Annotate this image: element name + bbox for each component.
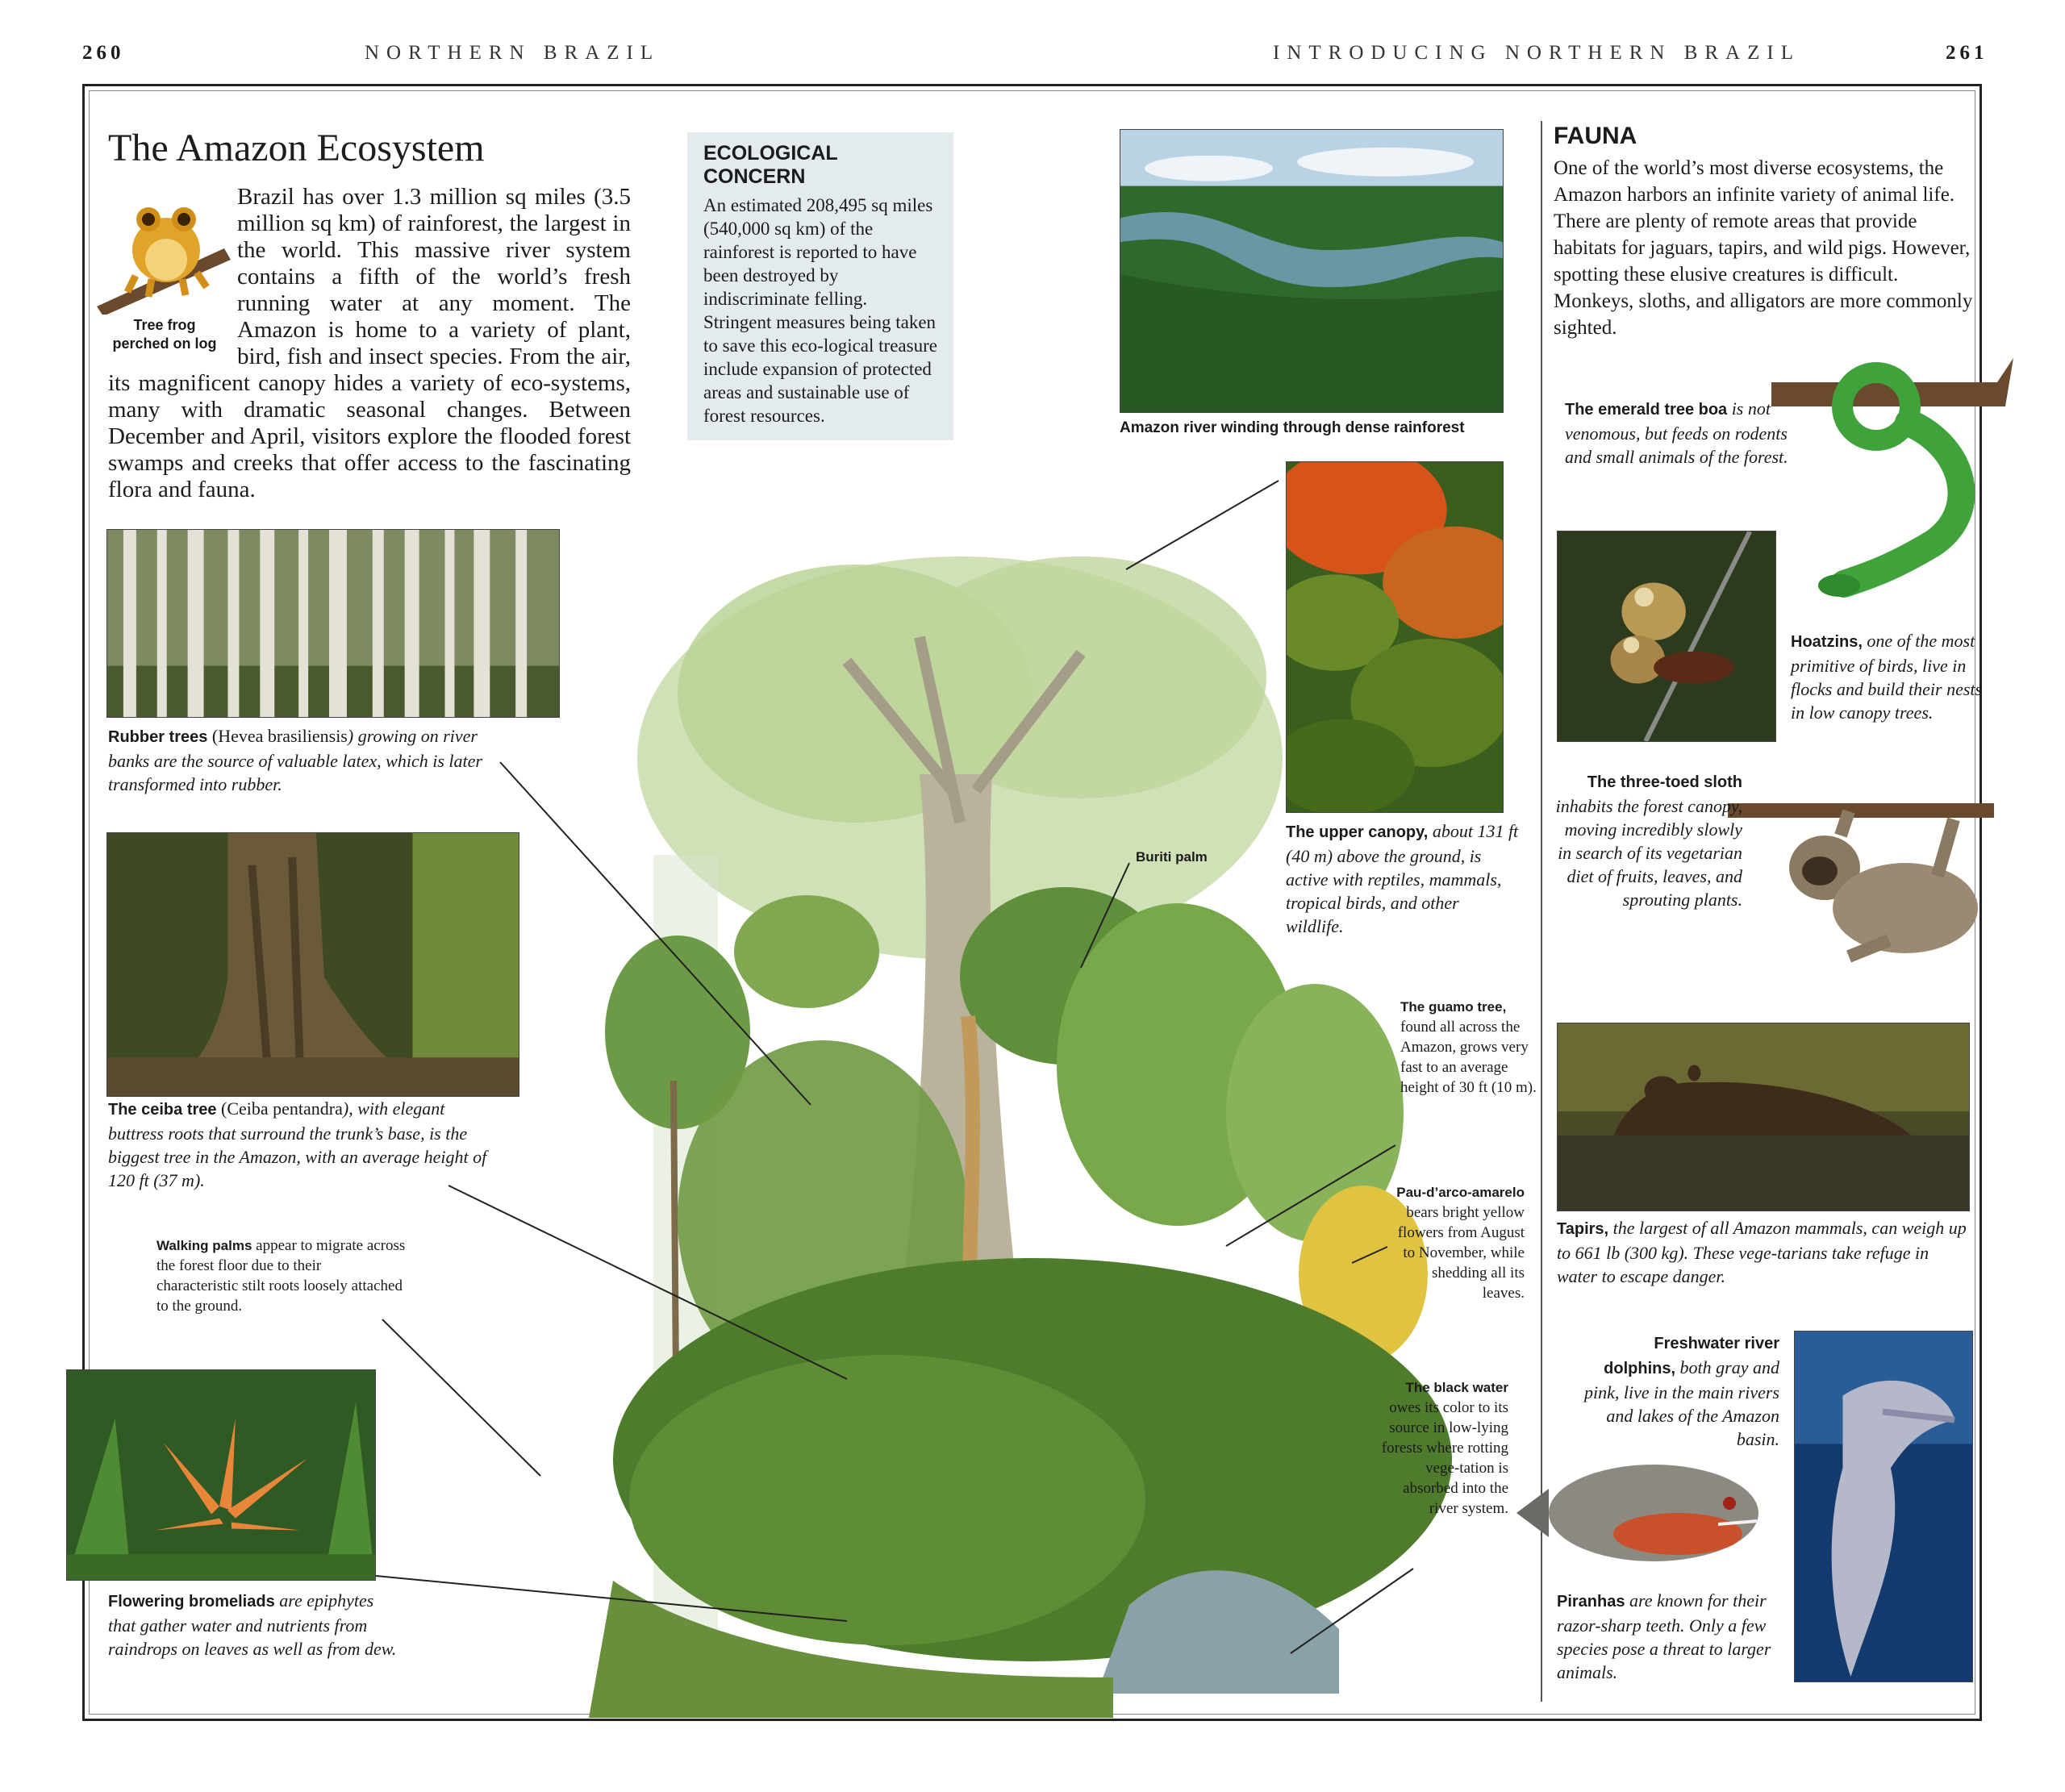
upper-canopy-rest: about 131 ft (40 m) above the ground, is active with reptiles, mammals, tropical birds, and other wildlife. bbox=[1286, 821, 1519, 936]
boa-rest: is not venomous, but feeds on rodents and small animals of the forest. bbox=[1565, 398, 1788, 467]
hoatzin-rest: one of the most primitive of birds, live in flocks and build their nests in low canopy trees. bbox=[1791, 631, 1983, 723]
rubber-rest: ) growing on river banks are the source of valuable latex, which is later transformed into rubber. bbox=[108, 726, 482, 794]
sloth-icon bbox=[1728, 771, 1994, 973]
intro-text: Brazil has over 1.3 million sq miles (3.5 million sq km) of rainforest, the largest in the world. This massive river system contains a fifth of the world’s fresh running water at any moment. The Amazon is home to a variety of plant, bird, fish and insect species. From the air, its magnificent canopy hides a variety of eco-systems, many with dramatic seasonal changes. Between December and April, visitors explore the flooded forest swamps and creeks that offer access to the fascinating flora and fauna. bbox=[108, 184, 631, 502]
bromeliad-lead: Flowering bromeliads bbox=[108, 1593, 275, 1611]
piranha-lead: Piranhas bbox=[1557, 1593, 1625, 1611]
walking-palms-lead: Walking palms bbox=[156, 1238, 252, 1253]
black-water-rest: owes its color to its source in low-lying forests where rotting vege-tation is absorbed into the river system. bbox=[1381, 1399, 1508, 1517]
dolphin-lead: Freshwater river dolphins, bbox=[1604, 1335, 1779, 1377]
walking-palms-rest: appear to migrate across the forest floor due to their characteristic stilt roots loosely attached to the ground. bbox=[156, 1237, 406, 1315]
pau-lead: Pau-d’arco-amarelo bbox=[1396, 1185, 1525, 1200]
piranha-caption bbox=[1557, 1589, 1791, 1684]
fauna-title: FAUNA bbox=[1554, 123, 1637, 149]
boa-lead: The emerald tree boa bbox=[1565, 401, 1728, 419]
dolphin-photo bbox=[1794, 1331, 1973, 1682]
guamo-lead: The guamo tree, bbox=[1400, 999, 1507, 1015]
article-title: The Amazon Ecosystem bbox=[108, 127, 485, 169]
fauna-text: One of the world’s most diverse ecosystems, the Amazon harbors an infinite variety of animal life. There are plenty of remote areas that provide habitats for jaguars, tapirs, and wild pigs. However, spotting these elusive creatures is difficult. Monkeys, sloths, and alligators are more commonly sighted. bbox=[1554, 157, 1973, 339]
sloth-caption bbox=[1549, 769, 1742, 911]
ecological-concern-title: ECOLOGICAL CONCERN bbox=[703, 142, 838, 188]
ceiba-rest: ), with elegant buttress roots that surround the trunk’s base, is the biggest tree in the Amazon, with an average height of 120 ft (37 m). bbox=[108, 1098, 487, 1190]
tapir-rest: the largest of all Amazon mammals, can weigh up to 661 lb (300 kg). These vege-tarians take refuge in water to escape danger. bbox=[1557, 1218, 1967, 1286]
tapir-lead: Tapirs, bbox=[1557, 1220, 1609, 1238]
left-running-title: NORTHERN BRAZIL bbox=[365, 42, 661, 64]
frog-caption-line1: Tree frog bbox=[133, 317, 196, 333]
emerald-boa-icon bbox=[1771, 350, 2013, 600]
sloth-rest: inhabits the forest canopy, moving incredibly slowly in search of its vegetarian diet of fruits, leaves, and sprouting plants. bbox=[1555, 796, 1742, 910]
sloth-lead: The three-toed sloth bbox=[1587, 773, 1742, 791]
hoatzin-lead: Hoatzins, bbox=[1791, 633, 1863, 651]
hoatzin-caption bbox=[1791, 629, 1984, 724]
ceiba-latin: (Ceiba pentandra bbox=[216, 1098, 343, 1119]
bromeliad-rest: are epiphytes that gather water and nutrients from raindrops on leaves as well as from dew. bbox=[108, 1590, 397, 1659]
rubber-latin: (Hevea brasiliensis bbox=[207, 726, 348, 746]
black-water-lead: The black water bbox=[1405, 1380, 1508, 1395]
rubber-lead: Rubber trees bbox=[108, 728, 208, 746]
guamo-rest: found all across the Amazon, grows very fast to an average height of 30 ft (10 m). bbox=[1400, 1019, 1537, 1096]
right-running-title: INTRODUCING NORTHERN BRAZIL bbox=[1273, 42, 1800, 64]
piranha-rest: are known for their razor-sharp teeth. Only a few species pose a threat to larger animals. bbox=[1557, 1590, 1771, 1682]
dolphin-rest: both gray and pink, live in the main rivers and lakes of the Amazon basin. bbox=[1584, 1357, 1779, 1449]
left-page-number: 260 bbox=[82, 42, 125, 64]
dolphin-caption bbox=[1583, 1331, 1779, 1451]
ecological-concern-text: An estimated 208,495 sq miles (540,000 sq km) of the rainforest is reported to have been destroyed by indiscriminate felling. Stringent measures being taken to save this eco-logical treasure include expansion of protected areas and sustainable use of forest resources. bbox=[703, 195, 937, 426]
tapir-photo bbox=[1557, 1023, 1970, 1211]
hoatzin-photo bbox=[1557, 531, 1776, 742]
upper-canopy-lead: The upper canopy, bbox=[1286, 823, 1429, 841]
boa-caption bbox=[1565, 397, 1799, 469]
buriti-palm-text: Buriti palm bbox=[1136, 849, 1208, 865]
piranha-icon bbox=[1516, 1457, 1767, 1569]
ceiba-lead: The ceiba tree bbox=[108, 1101, 217, 1119]
frog-caption-line2: perched on log bbox=[112, 335, 217, 352]
pau-rest: bears bright yellow flowers from August to November, while shedding all its leaves. bbox=[1397, 1204, 1525, 1302]
tapir-caption bbox=[1557, 1216, 1970, 1288]
right-page-number: 261 bbox=[1946, 42, 1988, 64]
amazon-river-caption: Amazon river winding through dense rainforest bbox=[1120, 419, 1465, 436]
